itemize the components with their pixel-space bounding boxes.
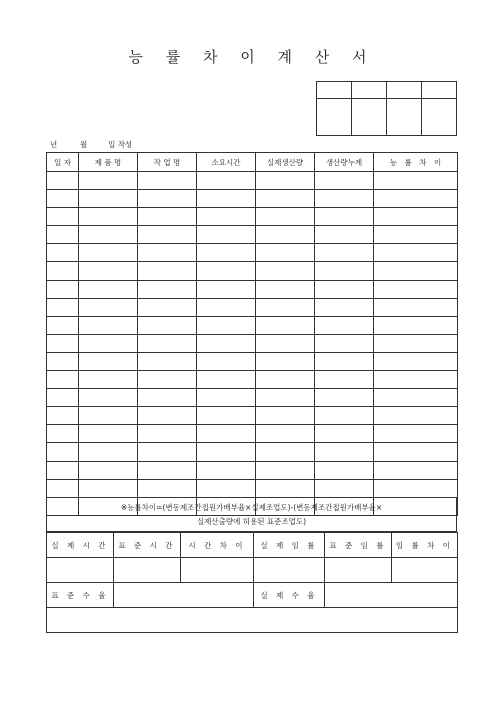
table-cell[interactable] — [47, 479, 79, 497]
table-cell[interactable] — [256, 298, 315, 316]
table-cell[interactable] — [197, 280, 256, 298]
table-cell[interactable] — [47, 244, 79, 262]
value-cell[interactable] — [325, 558, 392, 583]
col-header-cumulative: 생산량누계 — [315, 153, 374, 172]
table-cell[interactable] — [138, 461, 197, 479]
table-cell[interactable] — [197, 208, 256, 226]
table-cell[interactable] — [256, 262, 315, 280]
table-cell[interactable] — [315, 407, 374, 425]
table-cell[interactable] — [79, 443, 138, 461]
approval-header-cell[interactable] — [422, 82, 457, 99]
table-cell[interactable] — [197, 461, 256, 479]
table-cell[interactable] — [256, 226, 315, 244]
table-cell[interactable] — [47, 226, 79, 244]
table-cell[interactable] — [138, 172, 197, 190]
table-row — [47, 334, 458, 352]
table-cell[interactable] — [197, 352, 256, 370]
table-cell[interactable] — [256, 389, 315, 407]
table-cell[interactable] — [47, 334, 79, 352]
table-cell[interactable] — [256, 352, 315, 370]
table-cell[interactable] — [79, 226, 138, 244]
table-row — [47, 316, 458, 334]
table-cell[interactable] — [79, 371, 138, 389]
table-cell[interactable] — [197, 298, 256, 316]
table-cell[interactable] — [138, 425, 197, 443]
table-cell[interactable] — [315, 298, 374, 316]
date-month: 월 — [80, 140, 88, 149]
label-actual-wage: 실 제 수 율 — [254, 583, 325, 608]
table-cell[interactable] — [197, 371, 256, 389]
table-row — [47, 172, 458, 190]
table-cell[interactable] — [374, 208, 458, 226]
table-cell[interactable] — [47, 443, 79, 461]
approval-header-cell[interactable] — [387, 82, 422, 99]
table-cell[interactable] — [138, 371, 197, 389]
formula-line-1: ※능률차이=(변동제조간접원가배부율×실제조업도)-(변동제조간접원가배부율× — [120, 503, 383, 512]
table-row — [47, 371, 458, 389]
table-header-row — [47, 153, 458, 172]
table-cell[interactable] — [315, 316, 374, 334]
header-actual-rate: 실 제 임 률 — [254, 533, 325, 558]
value-cell[interactable] — [181, 558, 254, 583]
approval-sign-cell[interactable] — [422, 99, 457, 136]
table-cell[interactable] — [47, 371, 79, 389]
approval-box — [316, 81, 457, 136]
table-cell[interactable] — [374, 443, 458, 461]
table-cell[interactable] — [138, 316, 197, 334]
table-row — [47, 425, 458, 443]
table-cell[interactable] — [197, 316, 256, 334]
table-cell[interactable] — [315, 172, 374, 190]
table-cell[interactable] — [374, 316, 458, 334]
table-cell[interactable] — [256, 407, 315, 425]
table-row — [47, 208, 458, 226]
table-cell[interactable] — [315, 190, 374, 208]
table-cell[interactable] — [79, 208, 138, 226]
header-rate-variance: 임 률 차 이 — [392, 533, 458, 558]
variance-header-row — [47, 533, 458, 558]
table-cell[interactable] — [315, 262, 374, 280]
table-cell[interactable] — [315, 280, 374, 298]
table-cell[interactable] — [79, 352, 138, 370]
table-cell[interactable] — [256, 461, 315, 479]
table-cell[interactable] — [315, 425, 374, 443]
table-cell[interactable] — [79, 407, 138, 425]
table-cell[interactable] — [315, 226, 374, 244]
table-cell[interactable] — [256, 316, 315, 334]
approval-header-cell[interactable] — [317, 82, 352, 99]
table-cell[interactable] — [138, 407, 197, 425]
approval-sign-cell[interactable] — [352, 99, 387, 136]
table-cell[interactable] — [197, 407, 256, 425]
table-cell[interactable] — [197, 262, 256, 280]
value-cell[interactable] — [47, 558, 114, 583]
table-cell[interactable] — [47, 352, 79, 370]
table-row — [47, 244, 458, 262]
table-cell[interactable] — [47, 461, 79, 479]
table-cell[interactable] — [197, 443, 256, 461]
table-cell[interactable] — [138, 334, 197, 352]
approval-sign-cell[interactable] — [387, 99, 422, 136]
efficiency-table — [46, 152, 458, 516]
value-cell[interactable] — [254, 558, 325, 583]
table-cell[interactable] — [197, 172, 256, 190]
table-cell[interactable] — [79, 316, 138, 334]
table-row — [47, 352, 458, 370]
table-cell[interactable] — [374, 407, 458, 425]
table-cell[interactable] — [47, 190, 79, 208]
table-cell[interactable] — [197, 334, 256, 352]
table-cell[interactable] — [256, 479, 315, 497]
table-cell[interactable] — [374, 479, 458, 497]
table-cell[interactable] — [256, 334, 315, 352]
table-cell[interactable] — [138, 262, 197, 280]
table-cell[interactable] — [315, 389, 374, 407]
table-cell[interactable] — [47, 407, 79, 425]
table-cell[interactable] — [138, 280, 197, 298]
table-cell[interactable] — [79, 172, 138, 190]
table-cell[interactable] — [256, 244, 315, 262]
table-cell[interactable] — [138, 244, 197, 262]
table-cell[interactable] — [197, 244, 256, 262]
table-cell[interactable] — [256, 190, 315, 208]
table-cell[interactable] — [374, 172, 458, 190]
table-cell[interactable] — [138, 208, 197, 226]
table-cell[interactable] — [256, 208, 315, 226]
table-cell[interactable] — [79, 389, 138, 407]
table-cell[interactable] — [197, 190, 256, 208]
table-cell[interactable] — [47, 425, 79, 443]
approval-header-cell[interactable] — [352, 82, 387, 99]
col-header-product: 제 품 명 — [79, 153, 138, 172]
table-row — [47, 298, 458, 316]
table-cell[interactable] — [256, 443, 315, 461]
table-row — [47, 407, 458, 425]
table-cell[interactable] — [47, 389, 79, 407]
table-cell[interactable] — [315, 334, 374, 352]
table-cell[interactable] — [138, 389, 197, 407]
table-cell[interactable] — [138, 479, 197, 497]
table-cell[interactable] — [79, 298, 138, 316]
variance-value-row — [47, 558, 458, 583]
table-cell[interactable] — [47, 262, 79, 280]
table-cell[interactable] — [79, 280, 138, 298]
table-cell[interactable] — [374, 334, 458, 352]
table-cell[interactable] — [256, 280, 315, 298]
table-cell[interactable] — [79, 425, 138, 443]
table-cell[interactable] — [79, 244, 138, 262]
table-cell[interactable] — [374, 226, 458, 244]
page-title: 능 률 차 이 계 산 서 — [128, 48, 376, 66]
table-row — [47, 226, 458, 244]
table-cell[interactable] — [47, 280, 79, 298]
remarks-row — [47, 608, 458, 633]
label-standard-wage: 표 준 수 율 — [47, 583, 114, 608]
value-cell[interactable] — [392, 558, 458, 583]
date-line — [50, 139, 132, 150]
value-actual-wage[interactable] — [325, 583, 458, 608]
table-cell[interactable] — [256, 371, 315, 389]
approval-sign-cell[interactable] — [317, 99, 352, 136]
table-cell[interactable] — [138, 298, 197, 316]
col-header-job: 작 업 명 — [138, 153, 197, 172]
table-cell[interactable] — [197, 479, 256, 497]
table-cell[interactable] — [79, 479, 138, 497]
remarks-cell[interactable] — [47, 608, 458, 633]
table-cell[interactable] — [197, 389, 256, 407]
table-cell[interactable] — [374, 352, 458, 370]
table-cell[interactable] — [256, 425, 315, 443]
table-cell[interactable] — [374, 389, 458, 407]
header-actual-time: 실 제 시 간 — [47, 533, 114, 558]
table-cell[interactable] — [138, 352, 197, 370]
col-header-date: 일 자 — [47, 153, 79, 172]
table-row — [47, 389, 458, 407]
variance-table — [46, 532, 458, 633]
table-cell[interactable] — [374, 190, 458, 208]
table-cell[interactable] — [79, 461, 138, 479]
table-cell[interactable] — [138, 443, 197, 461]
header-standard-time: 표 준 시 간 — [114, 533, 181, 558]
table-row — [47, 190, 458, 208]
table-cell[interactable] — [138, 226, 197, 244]
table-cell[interactable] — [315, 479, 374, 497]
table-cell[interactable] — [374, 262, 458, 280]
table-cell[interactable] — [315, 244, 374, 262]
table-cell[interactable] — [374, 461, 458, 479]
date-year: 년 — [50, 140, 58, 149]
date-day: 일 작성 — [108, 140, 133, 149]
table-cell[interactable] — [197, 226, 256, 244]
table-cell[interactable] — [47, 172, 79, 190]
table-cell[interactable] — [374, 298, 458, 316]
value-standard-wage[interactable] — [114, 583, 254, 608]
table-cell[interactable] — [374, 280, 458, 298]
table-cell[interactable] — [256, 172, 315, 190]
table-cell[interactable] — [79, 262, 138, 280]
table-cell[interactable] — [79, 190, 138, 208]
table-cell[interactable] — [79, 334, 138, 352]
header-time-variance: 시 간 차 이 — [181, 533, 254, 558]
col-header-efficiency-variance: 능 률 차 이 — [374, 153, 458, 172]
table-cell[interactable] — [315, 352, 374, 370]
table-cell[interactable] — [374, 425, 458, 443]
table-cell[interactable] — [315, 461, 374, 479]
table-cell[interactable] — [138, 190, 197, 208]
table-cell[interactable] — [47, 316, 79, 334]
table-cell[interactable] — [315, 208, 374, 226]
table-cell[interactable] — [47, 298, 79, 316]
wage-row — [47, 583, 458, 608]
formula-line-2: 실제산출량에 허용된 표준조업도) — [196, 517, 307, 526]
table-cell[interactable] — [315, 443, 374, 461]
table-row — [47, 443, 458, 461]
col-header-output: 실제생산량 — [256, 153, 315, 172]
formula-note — [46, 497, 457, 532]
table-row — [47, 280, 458, 298]
value-cell[interactable] — [114, 558, 181, 583]
table-row — [47, 479, 458, 497]
table-cell[interactable] — [374, 371, 458, 389]
table-cell[interactable] — [315, 371, 374, 389]
table-row — [47, 262, 458, 280]
table-cell[interactable] — [47, 208, 79, 226]
table-cell[interactable] — [197, 425, 256, 443]
table-cell[interactable] — [374, 244, 458, 262]
table-row — [47, 461, 458, 479]
header-standard-rate: 표 준 임 률 — [325, 533, 392, 558]
col-header-hours: 소요시간 — [197, 153, 256, 172]
